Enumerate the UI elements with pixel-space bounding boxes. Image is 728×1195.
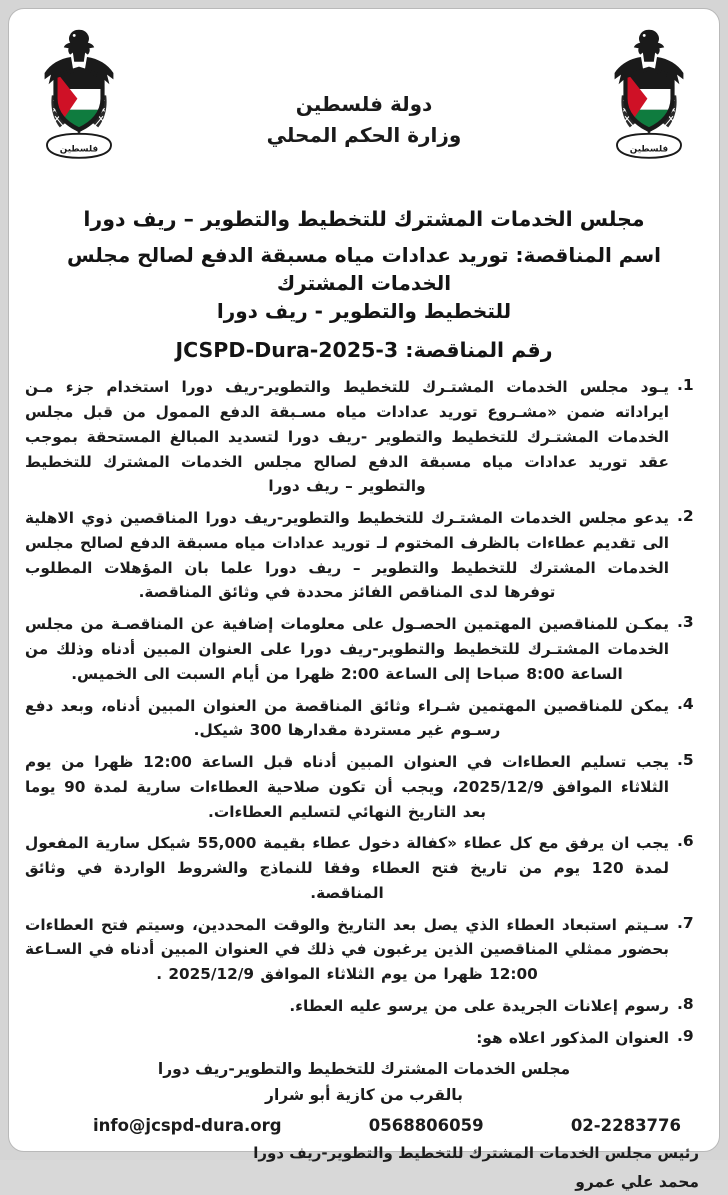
svg-text:فلسطين: فلسطين bbox=[629, 144, 669, 155]
contact-phone[interactable]: 02-2283776 bbox=[570, 1116, 681, 1136]
clause-list bbox=[25, 375, 703, 1050]
clause-number: .5 bbox=[677, 751, 694, 770]
clause-item bbox=[25, 913, 703, 987]
clause-text: يـود مجلس الخدمات المشتـرك للتخطيط والتطوير-ريف دورا استخدام جزء مـن ايراداته ضمن «مشـروع توريد عدادات مياه مسـبقة الدفع الممول من قبل مجلس الخدمات المشتـرك للتخطيط والتطوير -ريف دورا لتسديد المبالغ المستحقة بموجب عقد توريد عدادات مياه مسبقة الدفع لصالح مجلس الخدمات المشترك للتخطيط والتطوير – ريف دورا bbox=[25, 378, 669, 496]
palestinian-coat-of-arms-icon bbox=[31, 25, 127, 177]
clause-item bbox=[25, 612, 703, 686]
svg-text:فلسطين: فلسطين bbox=[59, 144, 99, 155]
clause-number: .3 bbox=[677, 613, 694, 632]
ministry-name: وزارة الحكم المحلي bbox=[266, 122, 462, 147]
palestinian-coat-of-arms-icon bbox=[601, 25, 697, 177]
clause-item bbox=[25, 831, 703, 905]
clause-item bbox=[25, 506, 703, 605]
clause-text: العنوان المذكور اعلاه هو: bbox=[476, 1028, 669, 1047]
tender-title bbox=[25, 241, 703, 325]
advertisement-sheet bbox=[8, 8, 720, 1191]
clause-text: يدعو مجلس الخدمات المشتـرك للتخطيط والتطوير-ريف دورا المناقصين ذوي الاهلية الى تقديم عطاءات بالظرف المختوم لـ توريد عدادات مياه مسبقة الدفع لصالح مجلس الخدمات المشترك للتخطيط والتطوير – ريف دورا علما بان المؤهلات المطلوب توفرها لدى المناقص الفائز محددة في وثائق المناقصة. bbox=[25, 509, 669, 602]
clause-item bbox=[25, 750, 703, 824]
clause-text: يجب تسليم العطاءات في العنوان المبين أدناه قبل الساعة 12:00 ظهرا من يوم الثلاثاء الموافق 2025/12/9، ويجب أن تكون صلاحية العطاءات سارية لمدة 90 يوما بعد التاريخ النهائي لتسليم العطاءات. bbox=[25, 753, 670, 821]
clause-text: يجب ان يرفق مع كل عطاء «كفالة دخول عطاء بقيمة 55,000 شيكل سارية المفعول لمدة 120 يوم من تاريخ فتح العطاء وفقا للنماذج والشروط الواردة في وثائق المناقصة. bbox=[25, 834, 669, 902]
clause-item bbox=[25, 694, 703, 744]
header-titles bbox=[135, 19, 593, 149]
clause-text: يمكن للمناقصين المهتمين شـراء وثائق المناقصة من العنوان المبين أدناه، وبعد دفع رسـوم غير مستردة مقدارها 300 شيكل. bbox=[25, 696, 669, 740]
clause-number: .6 bbox=[677, 832, 694, 851]
clause-number: .1 bbox=[677, 376, 694, 395]
address-line-1: مجلس الخدمات المشترك للتخطيط والتطوير-ريف دورا bbox=[157, 1060, 571, 1079]
clause-item bbox=[25, 375, 703, 499]
contact-row bbox=[93, 1116, 681, 1135]
clause-text: سـيتم استبعاد العطاء الذي يصل بعد التاريخ والوقت المحددين، وسيتم فتح العطاءات بحضور ممثلي المناقصين الذين يرغبون في ذلك في العنوان المبين أدناه في السـاعة 12:00 ظهرا من يوم الثلاثاء الموافق 2025/12/9 . bbox=[25, 915, 669, 984]
clause-number: .2 bbox=[677, 507, 694, 526]
tender-number bbox=[23, 337, 705, 364]
clause-number: .7 bbox=[677, 913, 694, 932]
tender-title-line-2: للتخطيط والتطوير - ريف دورا bbox=[216, 298, 512, 323]
tender-number-label: رقم المناقصة: bbox=[405, 337, 553, 362]
tender-title-line-1: اسم المناقصة: توريد عدادات مياه مسبقة الدفع لصالح مجلس الخدمات المشترك bbox=[66, 242, 662, 295]
address-block bbox=[23, 1057, 705, 1108]
clause-item bbox=[25, 1026, 703, 1051]
clause-text: يمكـن للمناقصين المهتمين الحصـول على معلومات إضافية عن المناقصـة من مجلس الخدمات المشتـرك للتخطيط والتطوير-ريف دورا على العنوان المبين أدناه وذلك من الساعة 8:00 صباحا إلى الساعة 2:00 ظهرا من أيام السبت الى الخميس. bbox=[25, 615, 669, 683]
contact-email[interactable]: info@jcspd-dura.org bbox=[93, 1116, 282, 1136]
clause-number: .9 bbox=[677, 1026, 694, 1045]
clause-number: .4 bbox=[677, 694, 694, 713]
signatory-title: رئيس مجلس الخدمات المشترك للتخطيط والتطوير-ريف دورا bbox=[253, 1144, 699, 1163]
state-name: دولة فلسطين bbox=[295, 92, 433, 116]
clause-number: .8 bbox=[677, 994, 694, 1013]
clause-item bbox=[25, 994, 703, 1019]
document-header bbox=[23, 19, 705, 197]
tender-number-code: JCSPD-Dura-2025-3 bbox=[175, 337, 399, 362]
signatory-name: محمد علي عمرو bbox=[575, 1172, 699, 1191]
council-name: مجلس الخدمات المشترك للتخطيط والتطوير – ريف دورا bbox=[83, 207, 645, 231]
address-line-2: بالقرب من كازية أبو شرار bbox=[265, 1086, 463, 1105]
contact-mobile[interactable]: 0568806059 bbox=[368, 1116, 484, 1136]
signature-block bbox=[29, 1141, 699, 1195]
clause-text: رسوم إعلانات الجريدة على من يرسو عليه العطاء. bbox=[289, 996, 669, 1015]
